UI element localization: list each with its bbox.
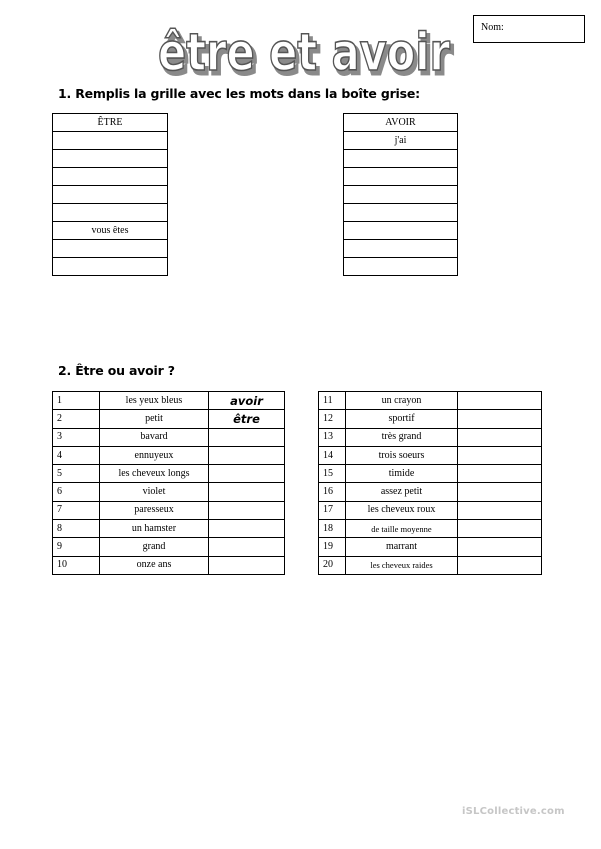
item-number: 13 (319, 428, 346, 446)
item-number: 20 (319, 556, 346, 574)
item-word: trois soeurs (346, 446, 458, 464)
item-number: 11 (319, 392, 346, 410)
answer-cell[interactable] (458, 465, 542, 483)
answer-cell[interactable] (458, 520, 542, 538)
etre-cell[interactable] (53, 132, 168, 150)
answer-cell[interactable] (458, 446, 542, 464)
name-label: Nom: (481, 22, 504, 33)
answer-cell[interactable] (209, 465, 285, 483)
table-row (53, 483, 285, 501)
table-row (53, 538, 285, 556)
item-word: timide (346, 465, 458, 483)
answer-cell[interactable] (209, 483, 285, 501)
item-number: 1 (53, 392, 100, 410)
table-row (53, 465, 285, 483)
etre-cell[interactable] (53, 186, 168, 204)
item-number: 12 (319, 410, 346, 428)
answer-cell[interactable] (458, 538, 542, 556)
table-row (319, 556, 542, 574)
item-word: bavard (100, 428, 209, 446)
answer-cell[interactable] (458, 392, 542, 410)
item-word: onze ans (100, 556, 209, 574)
answer-cell[interactable] (458, 410, 542, 428)
item-number: 8 (53, 520, 100, 538)
item-word: de taille moyenne (346, 520, 458, 538)
exercise-table-right (318, 391, 542, 575)
avoir-cell[interactable] (344, 258, 458, 276)
item-number: 17 (319, 501, 346, 519)
item-word: sportif (346, 410, 458, 428)
table-row (319, 446, 542, 464)
etre-cell[interactable] (53, 150, 168, 168)
exercise-table-left (52, 391, 285, 575)
answer-cell[interactable] (458, 556, 542, 574)
item-number: 15 (319, 465, 346, 483)
answer-cell[interactable] (458, 428, 542, 446)
etre-cell[interactable] (53, 204, 168, 222)
table-row (319, 410, 542, 428)
avoir-cell[interactable] (344, 204, 458, 222)
table-row (53, 501, 285, 519)
etre-header: ÊTRE (53, 114, 168, 132)
answer-cell[interactable] (458, 483, 542, 501)
table-row (53, 556, 285, 574)
table-row (319, 483, 542, 501)
item-number: 3 (53, 428, 100, 446)
item-number: 2 (53, 410, 100, 428)
item-word: violet (100, 483, 209, 501)
item-word: assez petit (346, 483, 458, 501)
etre-cell[interactable] (53, 258, 168, 276)
title-shadow: être et avoir (161, 27, 454, 84)
etre-table (52, 113, 168, 276)
avoir-cell[interactable] (344, 222, 458, 240)
table-row (53, 410, 285, 428)
item-number: 10 (53, 556, 100, 574)
table-row (319, 392, 542, 410)
answer-cell[interactable] (209, 520, 285, 538)
worksheet-title (150, 14, 460, 84)
section2-heading: 2. Être ou avoir ? (58, 363, 175, 378)
section1-heading: 1. Remplis la grille avec les mots dans la boîte grise: (58, 86, 420, 101)
table-row (319, 538, 542, 556)
answer-cell[interactable] (209, 446, 285, 464)
item-word: grand (100, 538, 209, 556)
item-number: 16 (319, 483, 346, 501)
item-word: très grand (346, 428, 458, 446)
table-row (319, 428, 542, 446)
item-word: les cheveux raides (346, 556, 458, 574)
etre-cell[interactable]: vous êtes (53, 222, 168, 240)
item-word: un hamster (100, 520, 209, 538)
avoir-header: AVOIR (344, 114, 458, 132)
table-row (319, 520, 542, 538)
item-word: les cheveux roux (346, 501, 458, 519)
item-word: les yeux bleus (100, 392, 209, 410)
etre-cell[interactable] (53, 240, 168, 258)
table-row (53, 520, 285, 538)
item-number: 5 (53, 465, 100, 483)
site-watermark: iSLCollective.com (462, 806, 565, 817)
item-word: paresseux (100, 501, 209, 519)
item-number: 18 (319, 520, 346, 538)
item-word: ennuyeux (100, 446, 209, 464)
answer-cell[interactable] (209, 556, 285, 574)
answer-cell[interactable]: être (209, 410, 285, 428)
item-number: 4 (53, 446, 100, 464)
item-word: petit (100, 410, 209, 428)
avoir-cell[interactable]: j'ai (344, 132, 458, 150)
table-row (53, 428, 285, 446)
item-number: 14 (319, 446, 346, 464)
avoir-cell[interactable] (344, 186, 458, 204)
table-row (319, 501, 542, 519)
answer-cell[interactable] (209, 538, 285, 556)
name-field[interactable] (473, 15, 585, 43)
table-row (53, 392, 285, 410)
answer-cell[interactable]: avoir (209, 392, 285, 410)
avoir-cell[interactable] (344, 150, 458, 168)
answer-cell[interactable] (458, 501, 542, 519)
item-number: 6 (53, 483, 100, 501)
table-row (53, 446, 285, 464)
item-number: 19 (319, 538, 346, 556)
etre-cell[interactable] (53, 168, 168, 186)
answer-cell[interactable] (209, 428, 285, 446)
item-number: 7 (53, 501, 100, 519)
item-word: un crayon (346, 392, 458, 410)
avoir-cell[interactable] (344, 168, 458, 186)
item-word: marrant (346, 538, 458, 556)
avoir-cell[interactable] (344, 240, 458, 258)
answer-cell[interactable] (209, 501, 285, 519)
table-row (319, 465, 542, 483)
title-text: être et avoir (158, 23, 451, 83)
avoir-table (343, 113, 458, 276)
item-word: les cheveux longs (100, 465, 209, 483)
item-number: 9 (53, 538, 100, 556)
